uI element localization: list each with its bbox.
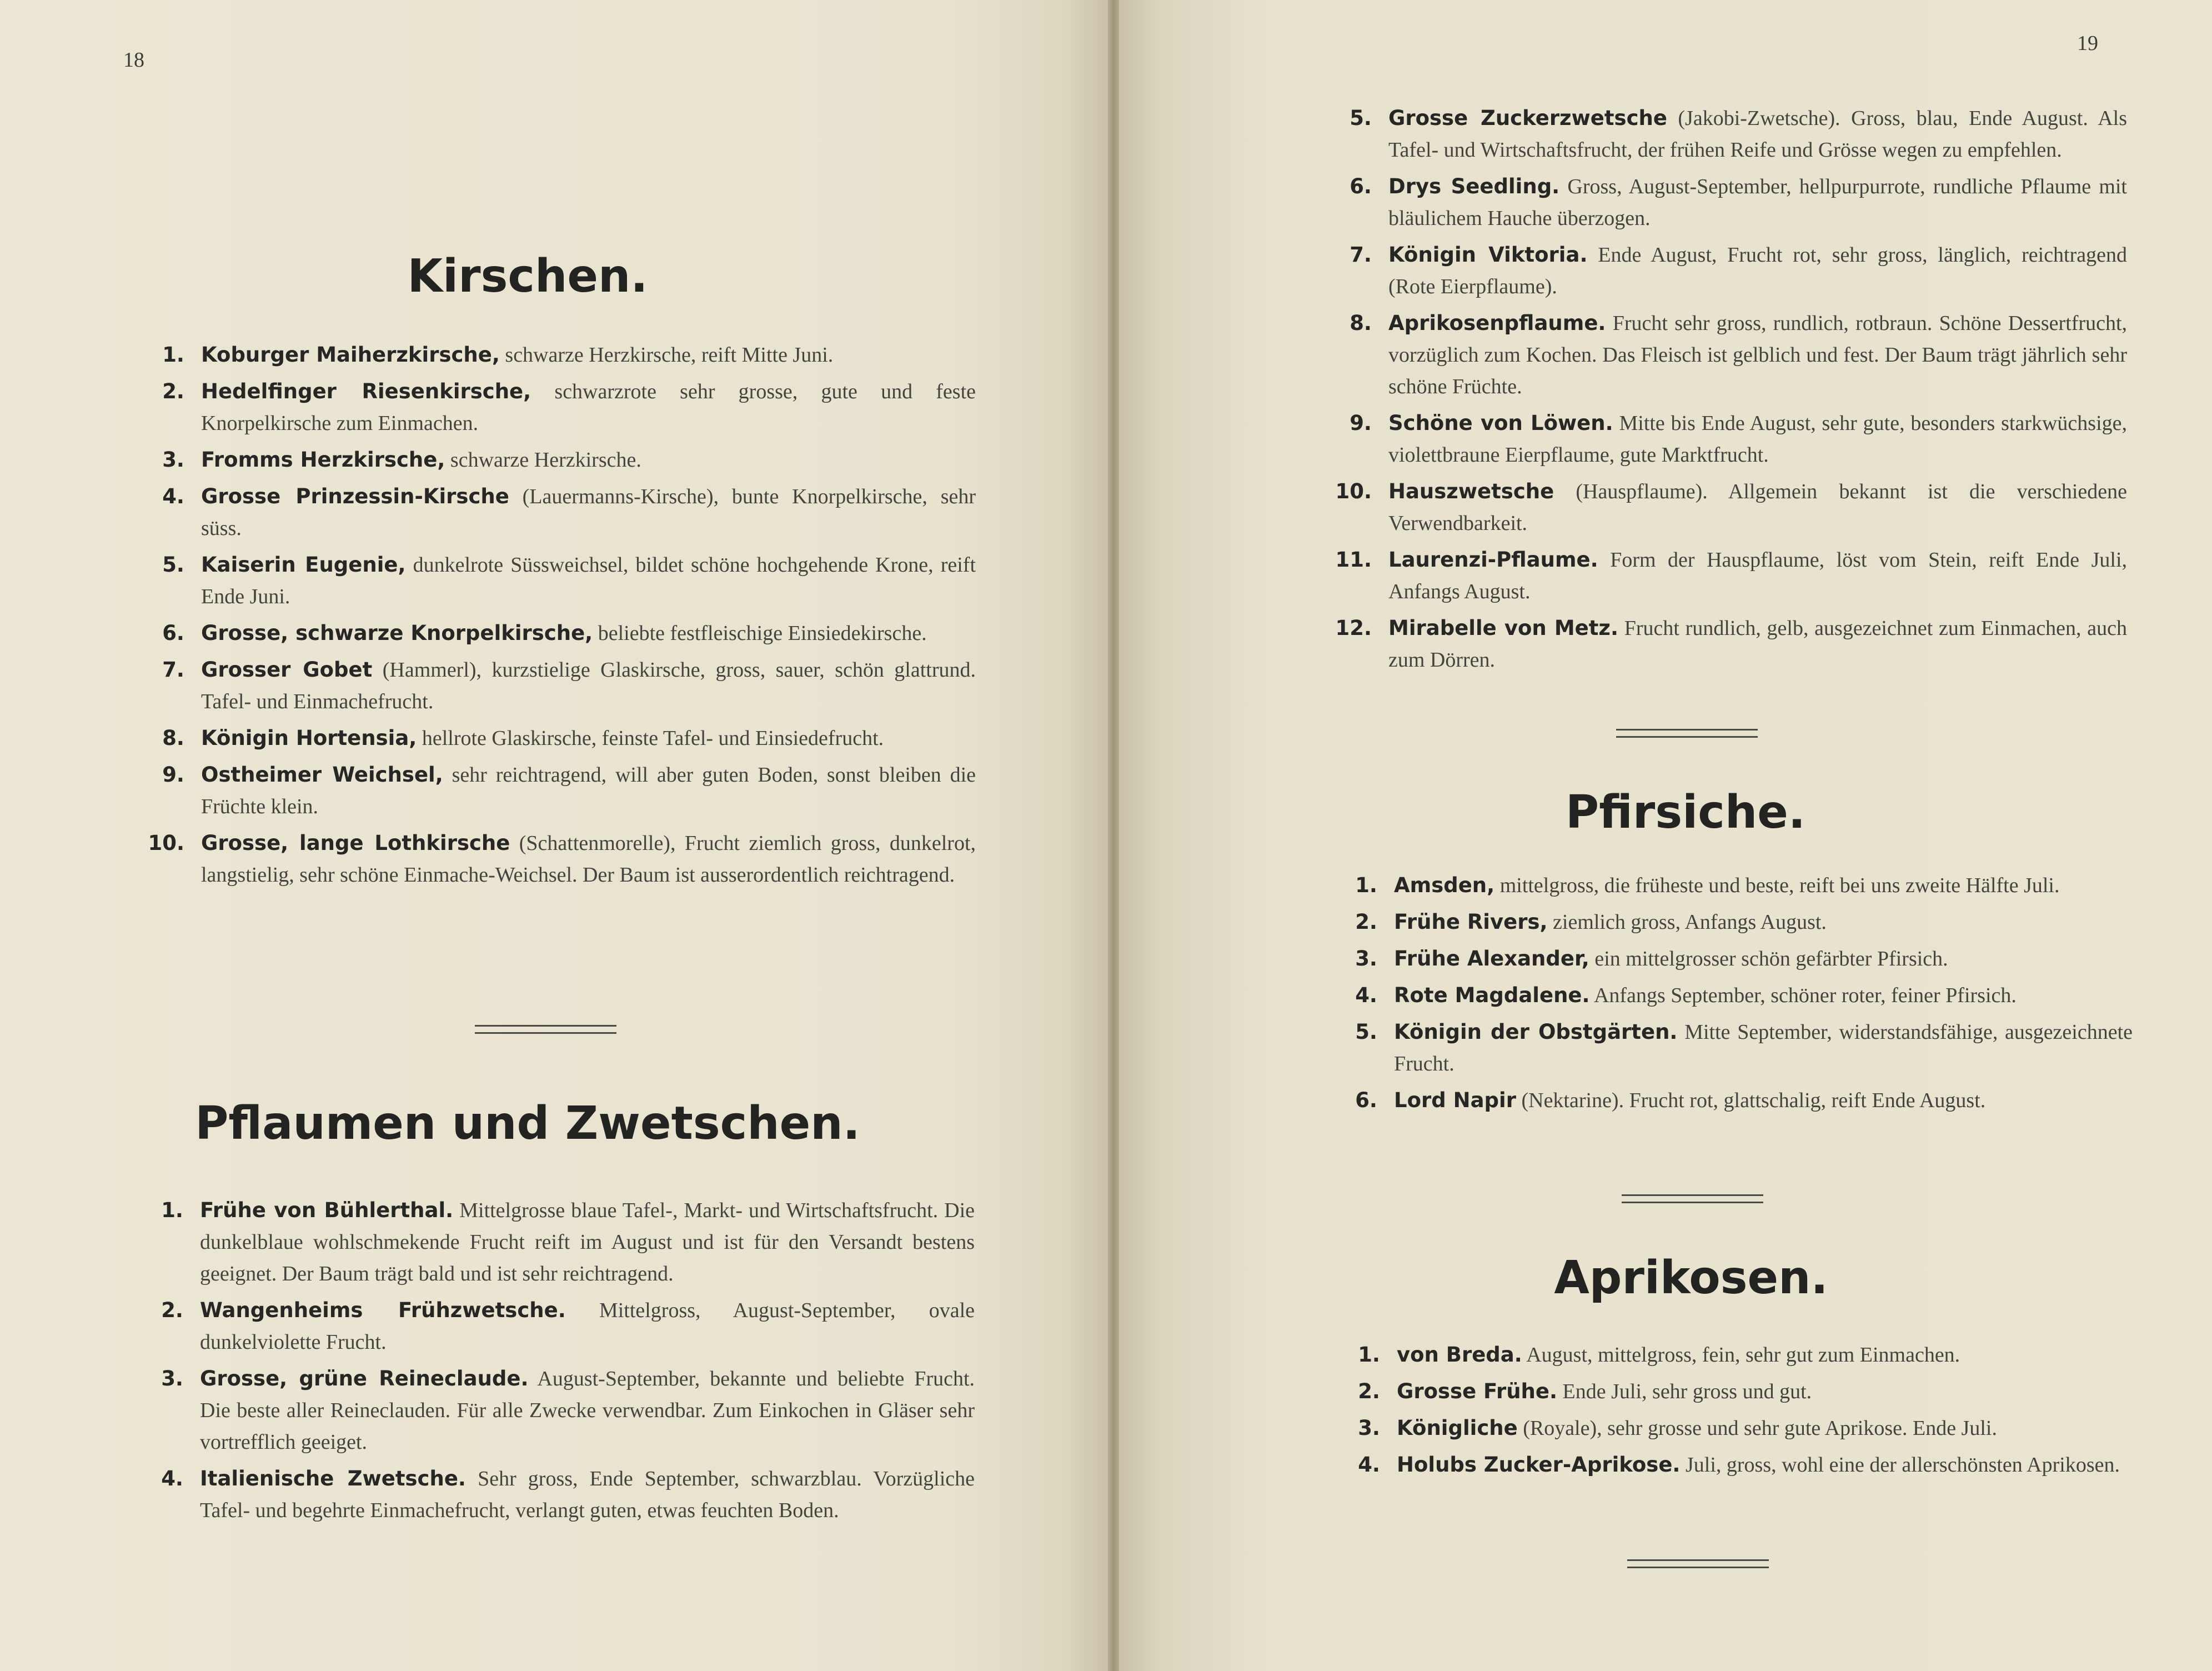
kirschen-list (118, 339, 976, 895)
list-item: 8. Aprikosenpflaume. Frucht sehr gross, rundlich, rotbraun. Schöne Dessertfrucht, vorzüglich zum Kochen. Das Fleisch ist gelblich und fest. Der Baum trägt jährlich sehr schöne Früchte. (1350, 311, 2127, 398)
page-number-right: 19 (2077, 32, 2098, 55)
pflaumen-list-right (1305, 102, 2127, 681)
list-item: 5. Kaiserin Eugenie, dunkelrote Süssweichsel, bildet schöne hochgehende Krone, reift Ende Juni. (162, 553, 976, 608)
list-item: 1. Koburger Maiherzkirsche, schwarze Herzkirsche, reift Mitte Juni. (162, 343, 834, 367)
list-item: 3. Fromms Herzkirsche, schwarze Herzkirsche. (162, 448, 641, 472)
list-item: 5. Grosse Zuckerzwetsche (Jakobi-Zwetsche). Gross, blau, Ende August. Als Tafel- und Wirtschaftsfrucht, der frühen Reife und Grösse wegen zu empfehlen. (1350, 106, 2127, 162)
list-item: 6. Grosse, schwarze Knorpelkirsche, beliebte festfleischige Einsiedekirsche. (162, 621, 927, 645)
section-divider (1616, 729, 1758, 738)
section-title-kirschen: Kirschen. (407, 250, 648, 303)
list-item: 3. Frühe Alexander, ein mittelgrosser schön gefärbter Pfirsich. (1355, 947, 1948, 970)
list-item: 4. Italienische Zwetsche. Sehr gross, Ende September, schwarzblau. Vorzügliche Tafel- und begehrte Einmachefrucht, verlangt guten, etwas feuchten Boden. (161, 1467, 975, 1522)
list-item: 4. Rote Magdalene. Anfangs September, schöner roter, feiner Pfirsich. (1355, 983, 2017, 1007)
section-title-pfirsiche: Pfirsiche. (1566, 786, 1805, 839)
section-divider (1622, 1194, 1763, 1203)
list-item: 1. Amsden, mittelgross, die früheste und beste, reift bei uns zweite Hälfte Juli. (1355, 873, 2060, 897)
list-item: 9. Schöne von Löwen. Mitte bis Ende August, sehr gute, besonders starkwüchsige, violettbraune Eierpflaume, gute Marktfrucht. (1350, 411, 2128, 467)
list-item: 6. Drys Seedling. Gross, August-September, hellpurpurrote, rundliche Pflaume mit bläulichem Hauche überzogen. (1350, 174, 2127, 230)
list-item: 2. Frühe Rivers, ziemlich gross, Anfangs August. (1355, 910, 1827, 934)
list-item: 10. Hauszwetsche (Hauspflaume). Allgemein bekannt ist die verschiedene Verwendbarkeit. (1335, 479, 2128, 535)
list-item: 1. Frühe von Bühlerthal. Mittelgrosse blaue Tafel-, Markt- und Wirtschaftsfrucht. Die dunkelblaue wohlschmekende Frucht reift im August und ist für den Versandt bestens geeignet. Der Baum trägt bald und ist sehr reichtragend. (161, 1198, 975, 1285)
book-gutter (1108, 0, 1119, 1671)
pflaumen-list-left (117, 1194, 975, 1531)
pfirsiche-list (1311, 869, 2133, 1121)
list-item: 2. Hedelfinger Riesenkirsche, schwarzrote sehr grosse, gute und feste Knorpelkirsche zum Einmachen. (162, 379, 976, 435)
section-divider (475, 1025, 616, 1034)
list-item: 10. Grosse, lange Lothkirsche (Schattenmorelle), Frucht ziemlich gross, dunkelrot, langstielig, sehr schöne Einmache-Weichsel. Der Baum ist ausserordentlich reichtragend. (148, 831, 976, 887)
section-title-pflaumen: Pflaumen und Zwetschen. (195, 1097, 860, 1150)
list-item: 3. Königliche (Royale), sehr grosse und sehr gute Aprikose. Ende Juli. (1358, 1416, 1997, 1440)
list-item: 12. Mirabelle von Metz. Frucht rundlich, gelb, ausgezeichnet zum Einmachen, auch zum Dörren. (1335, 616, 2127, 672)
page-number-left: 18 (123, 48, 144, 72)
list-item: 1. von Breda. August, mittelgross, fein, sehr gut zum Einmachen. (1358, 1343, 1960, 1367)
list-item: 7. Grosser Gobet (Hammerl), kurzstielige Glaskirsche, gross, sauer, schön glattrund. Tafel- und Einmachefrucht. (162, 658, 976, 713)
list-item: 6. Lord Napir (Nektarine). Frucht rot, glattschalig, reift Ende August. (1355, 1088, 1986, 1112)
right-page (1119, 0, 2212, 1671)
list-item: 8. Königin Hortensia, hellrote Glaskirsche, feinste Tafel- und Einsiedefrucht. (162, 726, 884, 750)
list-item: 4. Grosse Prinzessin-Kirsche (Lauermanns-Kirsche), bunte Knorpelkirsche, sehr süss. (162, 484, 976, 540)
list-item: 9. Ostheimer Weichsel, sehr reichtragend, will aber guten Boden, sonst bleiben die Früchte klein. (162, 763, 976, 818)
list-item: 2. Grosse Frühe. Ende Juli, sehr gross und gut. (1358, 1379, 1812, 1403)
list-item: 11. Laurenzi-Pflaume. Form der Hauspflaume, löst vom Stein, reift Ende Juli, Anfangs August. (1335, 548, 2128, 603)
list-item: 2. Wangenheims Frühzwetsche. Mittelgross, August-September, ovale dunkelviolette Frucht. (161, 1298, 975, 1354)
list-item: 7. Königin Viktoria. Ende August, Frucht rot, sehr gross, länglich, reichtragend (Rote Eierpflaume). (1350, 243, 2128, 298)
list-item: 4. Holubs Zucker-Aprikose. Juli, gross, wohl eine der allerschönsten Aprikosen. (1358, 1453, 2120, 1477)
list-item: 5. Königin der Obstgärten. Mitte September, widerstandsfähige, ausgezeichnete Frucht. (1355, 1020, 2133, 1075)
section-divider (1627, 1559, 1769, 1568)
section-title-aprikosen: Aprikosen. (1554, 1252, 1828, 1304)
aprikosen-list (1313, 1339, 2135, 1485)
list-item: 3. Grosse, grüne Reineclaude. August-September, bekannte und beliebte Frucht. Die beste aller Reineclauden. Für alle Zwecke verwendbar. Zum Einkochen in Gläser sehr vortrefflich geeiget. (161, 1367, 975, 1454)
